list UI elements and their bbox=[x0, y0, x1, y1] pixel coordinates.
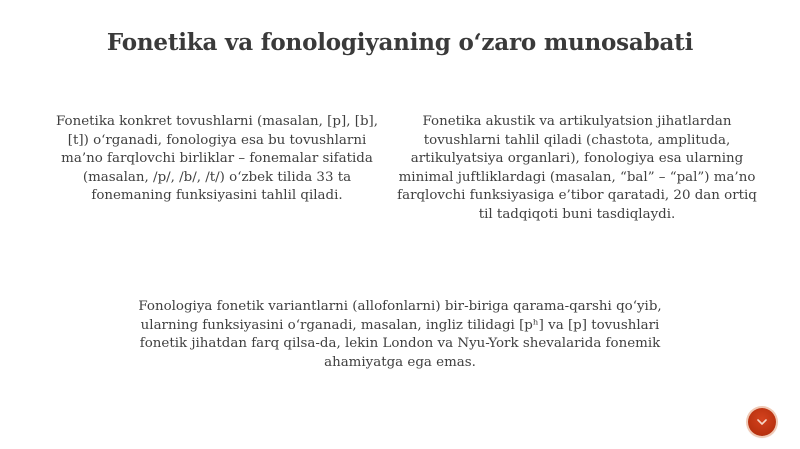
next-slide-icon bbox=[755, 415, 769, 429]
bottom-paragraph: Fonologiya fonetik variantlarni (allofonlarni) bir-biriga qarama-qarshi qo‘yib, ularning funksiyasini o‘rganadi, masalan, ingliz tilidagi [pʰ] va [p] tovushlari fonetik jihatdan farq qilsa-da, lekin London va Nyu-York shevalarida fonemik ahamiyatga ega emas. bbox=[138, 299, 662, 370]
right-paragraph: Fonetika akustik va artikulyatsion jihatlardan tovushlarni tahlil qiladi (chastota, amplituda, artikulyatsiya organlari), fonologiya esa ularning minimal juftliklardagi (masalan, “bal” – “pal”) ma’no farqlovchi funksiyasiga e’tibor qaratadi, 20 dan ortiq til tadqiqoti buni tasdiqlaydi. bbox=[397, 114, 757, 222]
left-paragraph: Fonetika konkret tovushlarni (masalan, [p], [b], [t]) o‘rganadi, fonologiya esa bu tovushlarni ma’no farqlovchi birliklar – fonemalar sifatida (masalan, /p/, /b/, /t/) o‘zbek tilida 33 ta fonemaning funksiyasini tahlil qiladi. bbox=[56, 114, 378, 204]
next-slide-button[interactable] bbox=[748, 408, 776, 436]
slide-title: Fonetika va fonologiyaning o‘zaro munosabati bbox=[106, 29, 694, 56]
